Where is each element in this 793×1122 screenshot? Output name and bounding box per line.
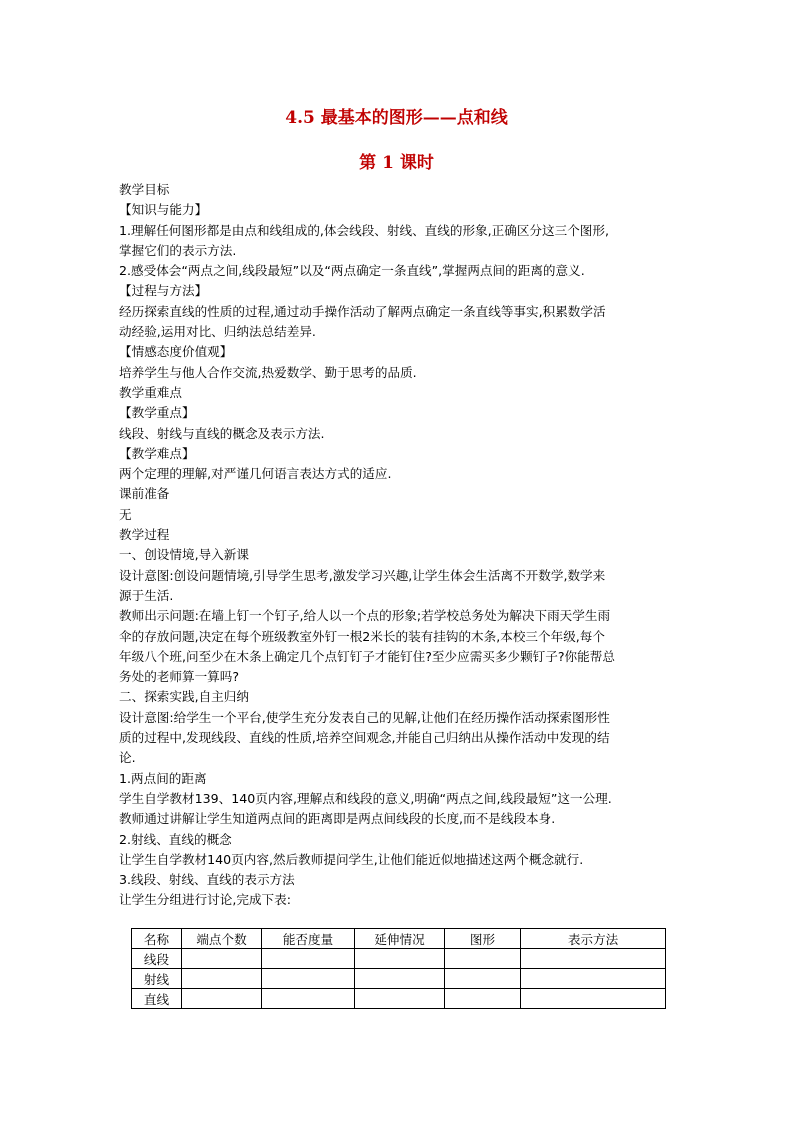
text-line: 二、探索实践,自主归纳 (119, 689, 249, 705)
text-line: 动经验,运用对比、归纳法总结差异. (119, 324, 316, 340)
text-line: 【教学难点】 (119, 445, 195, 461)
text-line: 培养学生与他人合作交流,热爱数学、勤于思考的品质. (119, 364, 417, 380)
table-cell (182, 969, 262, 989)
table-cell (182, 989, 262, 1009)
table-header-row (132, 929, 666, 949)
table-cell (262, 949, 355, 969)
text-line: 无 (119, 506, 132, 522)
text-line: 设计意图:给学生一个平台,使学生充分发表自己的见解,让他们在经历操作活动探索图形性 (119, 709, 610, 725)
text-line: 经历探索直线的性质的过程,通过动手操作活动了解两点确定一条直线等事实,积累数学活 (119, 303, 606, 319)
table-cell (355, 949, 445, 969)
text-line: 设计意图:创设问题情境,引导学生思考,激发学习兴趣,让学生体会生活离不开数学,数学来 (119, 567, 606, 583)
text-line: 2.射线、直线的概念 (119, 831, 232, 847)
table-cell (521, 989, 666, 1009)
table-cell (355, 989, 445, 1009)
table-cell: 射线 (132, 969, 182, 989)
table-cell (445, 969, 521, 989)
text-line: 让学生分组进行讨论,完成下表: (119, 892, 291, 908)
text-line: 线段、射线与直线的概念及表示方法. (119, 425, 325, 441)
text-line: 课前准备 (119, 486, 170, 502)
table-cell (521, 949, 666, 969)
text-line: 教学重难点 (119, 384, 182, 400)
table-row (132, 969, 666, 989)
text-line: 3.线段、射线、直线的表示方法 (119, 872, 295, 888)
text-line: 教学过程 (119, 527, 170, 543)
text-line: 【情感态度价值观】 (119, 344, 233, 360)
table-header-cell: 图形 (445, 929, 521, 949)
table-cell (262, 969, 355, 989)
table-header-cell: 能否度量 (262, 929, 355, 949)
text-line: 让学生自学教材140页内容,然后教师提问学生,让他们能近似地描述这两个概念就行. (119, 851, 584, 867)
table-cell (521, 969, 666, 989)
text-line: 【知识与能力】 (119, 202, 208, 218)
table-header-cell: 延伸情况 (355, 929, 445, 949)
text-line: 伞的存放问题,决定在每个班级教室外钉一根2米长的装有挂钩的木条,本校三个年级,每个 (119, 628, 605, 644)
document-body (119, 180, 679, 911)
table-row (132, 949, 666, 969)
text-line: 【教学重点】 (119, 405, 195, 421)
page-title: 4.5 最基本的图形——点和线 (285, 108, 508, 128)
table-header-cell: 表示方法 (521, 929, 666, 949)
text-line: 1.理解任何图形都是由点和线组成的,体会线段、射线、直线的形象,正确区分这三个图形, (119, 222, 609, 238)
table-cell (445, 989, 521, 1009)
table-header-cell: 端点个数 (182, 929, 262, 949)
text-line: 2.感受体会“两点之间,线段最短”以及“两点确定一条直线”,掌握两点间的距离的意义. (119, 263, 585, 279)
text-line: 年级八个班,问至少在木条上确定几个点钉钉子才能钉住?至少应需买多少颗钉子?你能帮总 (119, 648, 615, 664)
comparison-table (131, 928, 666, 1009)
table-cell (182, 949, 262, 969)
table-row (132, 989, 666, 1009)
text-line: 1.两点间的距离 (119, 770, 207, 786)
table-cell (355, 969, 445, 989)
text-line: 学生自学教材139、140页内容,理解点和线段的意义,明确“两点之间,线段最短”这一公理. (119, 790, 612, 806)
text-line: 两个定理的理解,对严谨几何语言表达方式的适应. (119, 466, 392, 482)
text-line: 掌握它们的表示方法. (119, 242, 237, 258)
table-header-cell: 名称 (132, 929, 182, 949)
table-cell: 线段 (132, 949, 182, 969)
table-cell (445, 949, 521, 969)
text-line: 【过程与方法】 (119, 283, 208, 299)
text-line: 质的过程中,发现线段、直线的性质,培养空间观念,并能自己归纳出从操作活动中发现的结 (119, 730, 610, 746)
page-subtitle: 第 1 课时 (359, 153, 434, 173)
table-cell (262, 989, 355, 1009)
text-line: 教师通过讲解让学生知道两点间的距离即是两点间线段的长度,而不是线段本身. (119, 811, 556, 827)
text-line: 教学目标 (119, 182, 170, 197)
text-line: 务处的老师算一算吗? (119, 669, 240, 685)
text-line: 教师出示问题:在墙上钉一个钉子,给人以一个点的形象;若学校总务处为解决下雨天学生雨 (119, 608, 611, 624)
text-line: 论. (119, 750, 136, 766)
table-cell: 直线 (132, 989, 182, 1009)
text-line: 源于生活. (119, 587, 174, 603)
text-line: 一、创设情境,导入新课 (119, 547, 249, 563)
